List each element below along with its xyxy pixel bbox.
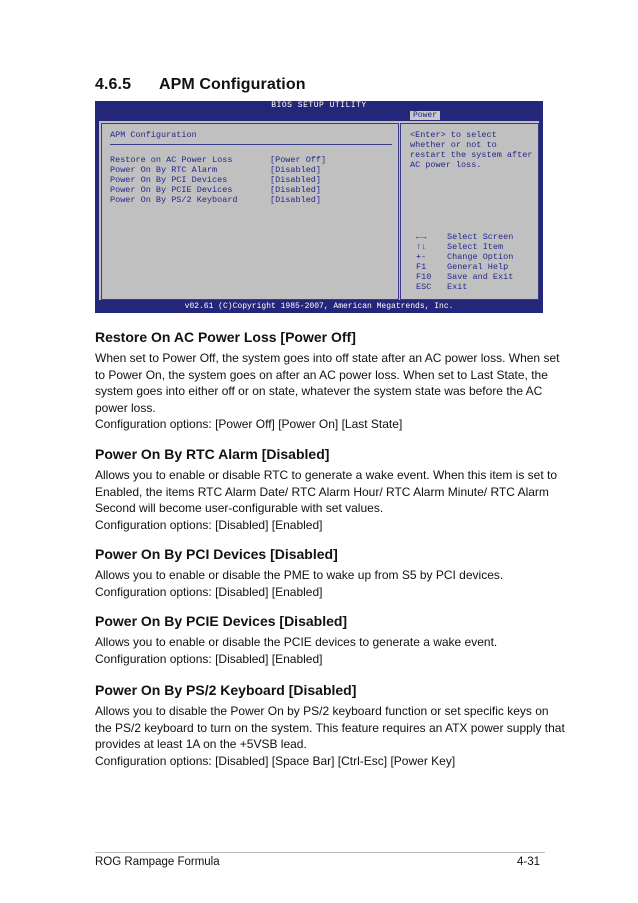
key-legend-row — [416, 282, 534, 292]
section-title: APM Configuration — [159, 76, 306, 93]
key-label: +- — [416, 252, 427, 262]
bios-item-value[interactable]: [Disabled] — [270, 165, 322, 175]
description-body: When set to Power Off, the system goes into off state after an AC power loss. When set to Power On, the system goes on after an AC power loss. When set to Last State, the system goes into either off or on state, whatever the system state was before the AC power loss. — [95, 351, 560, 415]
key-legend-row — [416, 232, 534, 242]
footer-divider — [95, 852, 545, 853]
description-body: Allows you to enable or disable RTC to generate a wake event. When this item is set to Enabled, the items RTC Alarm Date/ RTC Alarm Hour/ RTC Alarm Minute/ RTC Alarm Second will become user-configurable with set values. — [95, 468, 558, 515]
bios-key-legend — [416, 232, 534, 292]
bios-panel — [99, 121, 539, 300]
description-title: Power On By PCI Devices [Disabled] — [95, 546, 338, 562]
description-options: Configuration options: [Disabled] [Enabled] — [95, 584, 323, 599]
description-pcie-devices — [95, 613, 565, 667]
key-description: Select Screen — [447, 232, 514, 242]
bios-title: BIOS SETUP UTILITY — [271, 101, 367, 110]
key-description: Change Option — [447, 252, 514, 262]
footer-page-number: 4-31 — [517, 856, 541, 868]
description-body: Allows you to disable the Power On by PS/2 keyboard function or set specific keys on the PS/2 keyboard to turn on the system. This feature requires an ATX power supply that provides at least 1A on the +5VSB lead. — [95, 704, 565, 751]
bios-help-pane — [400, 123, 539, 300]
description-restore-ac — [95, 329, 565, 433]
description-ps2-keyboard — [95, 682, 565, 769]
bios-item-label: Power On By PCI Devices — [110, 175, 228, 185]
bios-item-list — [110, 155, 390, 205]
left-right-arrows-icon: ←→ — [416, 232, 427, 242]
bios-item-rtc-alarm[interactable] — [110, 165, 390, 175]
description-options: Configuration options: [Disabled] [Enabled] — [95, 517, 323, 532]
bios-screenshot — [95, 101, 543, 313]
description-options: Configuration options: [Disabled] [Space Bar] [Ctrl-Esc] [Power Key] — [95, 753, 456, 768]
description-title: Power On By RTC Alarm [Disabled] — [95, 446, 330, 462]
key-label: F10 — [416, 272, 432, 282]
key-legend-row — [416, 272, 534, 282]
description-title: Restore On AC Power Loss [Power Off] — [95, 329, 356, 345]
key-legend-row — [416, 242, 534, 252]
divider — [110, 144, 392, 145]
description-title: Power On By PCIE Devices [Disabled] — [95, 613, 348, 629]
bios-item-ps2-keyboard[interactable] — [110, 195, 390, 205]
key-description: General Help — [447, 262, 509, 272]
bios-item-value[interactable]: [Disabled] — [270, 195, 322, 205]
description-body: Allows you to enable or disable the PME to wake up from S5 by PCI devices. — [95, 568, 504, 582]
key-description: Select Item — [447, 242, 504, 252]
key-description: Exit — [447, 282, 468, 292]
key-description: Save and Exit — [447, 272, 514, 282]
bios-tab-power[interactable]: Power — [410, 111, 440, 120]
description-body: Allows you to enable or disable the PCIE devices to generate a wake event. — [95, 635, 498, 649]
bios-copyright: v02.61 (C)Copyright 1985-2007, American Megatrends, Inc. — [184, 302, 454, 311]
bios-item-label: Power On By PCIE Devices — [110, 185, 233, 195]
bios-item-label: Power On By PS/2 Keyboard — [110, 195, 238, 205]
bios-item-pci-devices[interactable] — [110, 175, 390, 185]
up-down-arrows-icon: ↑↓ — [416, 242, 427, 252]
key-legend-row — [416, 252, 534, 262]
section-number: 4.6.5 — [95, 76, 132, 93]
bios-item-value[interactable]: [Power Off] — [270, 155, 327, 165]
bios-section-title: APM Configuration — [110, 130, 197, 140]
footer-product-name: ROG Rampage Formula — [95, 856, 220, 868]
description-options: Configuration options: [Disabled] [Enabled] — [95, 651, 323, 666]
description-rtc-alarm — [95, 446, 565, 533]
bios-item-restore-ac[interactable] — [110, 155, 390, 165]
bios-item-label: Power On By RTC Alarm — [110, 165, 218, 175]
bios-item-pcie-devices[interactable] — [110, 185, 390, 195]
section-heading — [95, 76, 306, 94]
key-legend-row — [416, 262, 534, 272]
description-options: Configuration options: [Power Off] [Power On] [Last State] — [95, 417, 403, 431]
bios-settings-pane — [101, 123, 399, 300]
key-label: ESC — [416, 282, 432, 292]
bios-item-label: Restore on AC Power Loss — [110, 155, 233, 165]
bios-item-value[interactable]: [Disabled] — [270, 185, 322, 195]
bios-help-text: <Enter> to select whether or not to restart the system after AC power loss. — [410, 130, 533, 170]
description-title: Power On By PS/2 Keyboard [Disabled] — [95, 682, 357, 698]
key-label: F1 — [416, 262, 427, 272]
description-pci-devices — [95, 546, 565, 600]
bios-item-value[interactable]: [Disabled] — [270, 175, 322, 185]
